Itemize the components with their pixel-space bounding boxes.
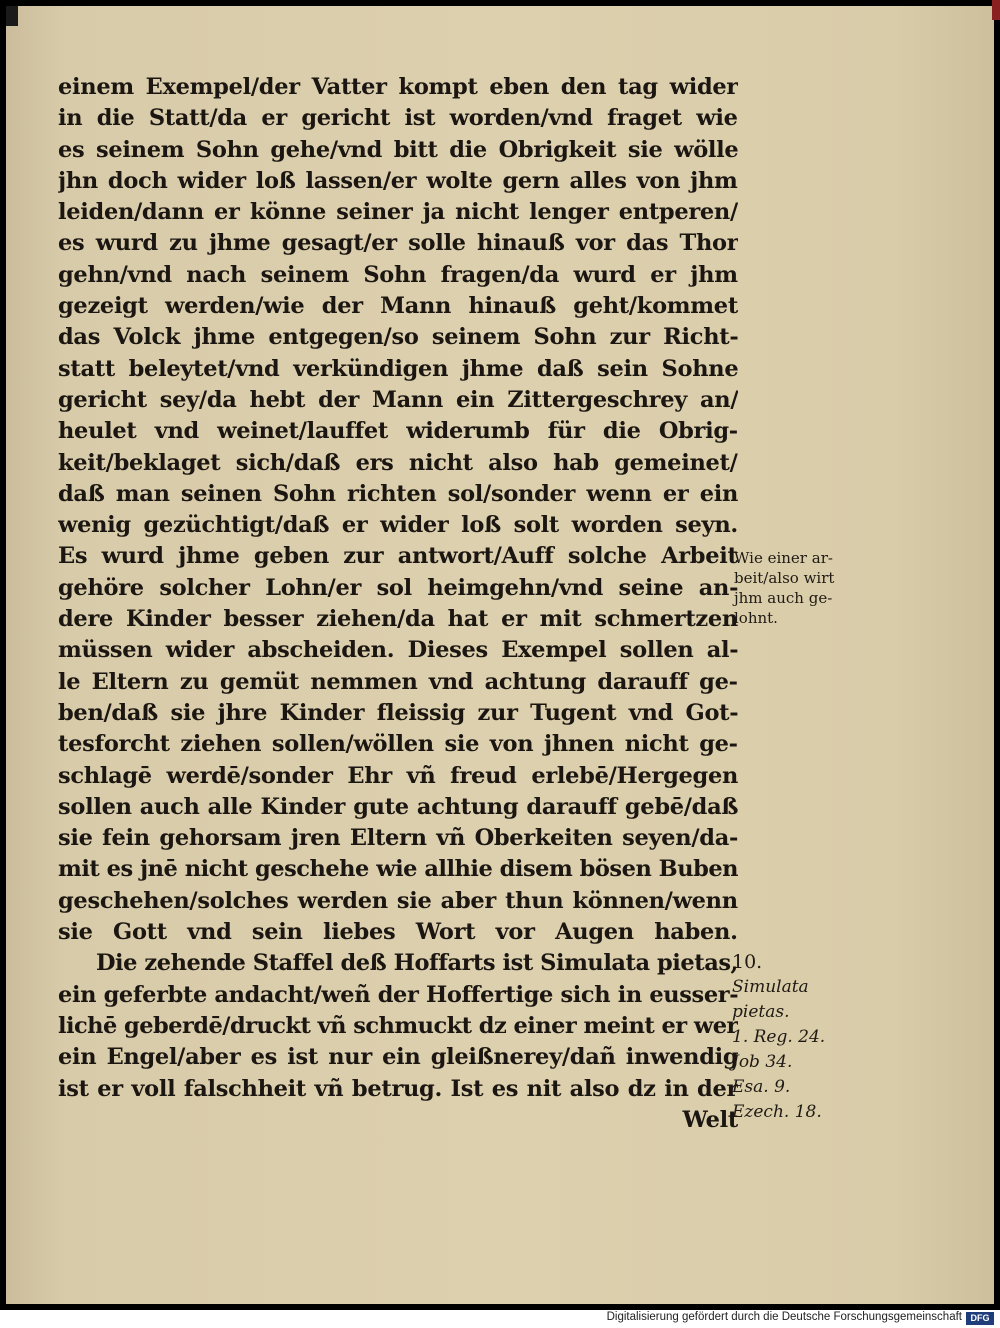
text-line: in die Statt/da er gericht ist worden/vnd fraget wie — [58, 105, 738, 132]
dfg-logo-icon: DFG — [966, 1312, 994, 1325]
margin-note-reward — [734, 548, 864, 628]
margin-note-line: Wie einer ar- — [734, 549, 833, 567]
margin-note-simulata — [732, 950, 862, 1125]
text-line: wenig gezüchtigt/daß er wider loß solt worden seyn. — [58, 512, 738, 539]
margin-note-line: Job 34. — [732, 1052, 793, 1072]
text-line: le Eltern zu gemüt nemmen vnd achtung darauff ge- — [58, 668, 738, 695]
text-line: es seinem Sohn gehe/vnd bitt die Obrigkeit sie wölle — [58, 136, 738, 163]
text-line: schlagē werdē/sonder Ehr vñ freud erlebē/Hergegen — [58, 762, 738, 789]
text-line: keit/beklaget sich/daß ers nicht also hab gemeinet/ — [58, 449, 738, 476]
catchword: Welt — [682, 1106, 738, 1133]
margin-note-line: Esa. 9. — [732, 1077, 791, 1097]
text-line: ein geferbte andacht/weñ der Hoffertige sich in eusser- — [58, 981, 738, 1008]
text-line: sie Gott vnd sein liebes Wort vor Augen haben. — [58, 919, 738, 946]
text-line: Die zehende Staffel deß Hoffarts ist Simulata pietas, — [96, 950, 738, 977]
text-line: daß man seinen Sohn richten sol/sonder wenn er ein — [58, 480, 738, 507]
text-line: gezeigt werden/wie der Mann hinauß geht/kommet — [58, 293, 738, 320]
text-line: geschehen/solches werden sie aber thun können/wenn — [58, 887, 738, 914]
text-line: das Volck jhme entgegen/so seinem Sohn zur Richt- — [58, 324, 738, 351]
funding-credit: Digitalisierung gefördert durch die Deutsche Forschungsgemeinschaft — [606, 1311, 962, 1323]
text-line: heulet vnd weinet/lauffet widerumb für die Obrig- — [58, 418, 738, 445]
margin-note-line: beit/also wirt — [734, 569, 835, 587]
text-line: es wurd zu jhme gesagt/er solle hinauß vor das Thor — [58, 230, 738, 257]
margin-note-line: Ezech. 18. — [732, 1102, 822, 1122]
text-line: gehn/vnd nach seinem Sohn fragen/da wurd er jhm — [58, 261, 738, 288]
margin-note-line: pietas. — [732, 1002, 790, 1022]
margin-note-line: lohnt. — [734, 609, 778, 627]
margin-note-line: jhm auch ge- — [734, 589, 833, 607]
footer-bar — [0, 1310, 1000, 1328]
margin-note-number: 10. — [732, 951, 763, 973]
text-line: mit es jnē nicht geschehe wie allhie disem bösen Buben — [58, 856, 738, 883]
main-text-block — [58, 72, 738, 1136]
text-line: Es wurd jhme geben zur antwort/Auff solche Arbeit — [58, 543, 738, 570]
text-line: statt beleytet/vnd verkündigen jhme daß sein Sohne — [58, 355, 738, 382]
margin-note-line: Simulata — [732, 977, 809, 997]
text-line: einem Exempel/der Vatter kompt eben den tag wider — [58, 74, 738, 100]
page-corner-mark — [992, 0, 1000, 20]
text-line: sollen auch alle Kinder gute achtung darauff gebē/daß — [58, 793, 738, 820]
text-line: ein Engel/aber es ist nur ein gleißnerey/dañ inwendig — [58, 1044, 738, 1071]
text-line: gericht sey/da hebt der Mann ein Zittergeschrey an/ — [58, 386, 738, 413]
text-line: dere Kinder besser ziehen/da hat er mit schmertzen — [58, 606, 738, 633]
text-line: müssen wider abscheiden. Dieses Exempel sollen al- — [58, 637, 738, 664]
text-line: lichē geberdē/druckt vñ schmuckt dz einer meint er wer — [58, 1012, 738, 1039]
text-line: gehöre solcher Lohn/er sol heimgehn/vnd seine an- — [58, 574, 738, 601]
text-line: leiden/dann er könne seiner ja nicht lenger entperen/ — [58, 199, 738, 226]
page-corner-shadow — [6, 6, 18, 26]
text-line: tesforcht ziehen sollen/wöllen sie von jhnen nicht ge- — [58, 731, 738, 758]
text-line: jhn doch wider loß lassen/er wolte gern alles von jhm — [58, 167, 738, 194]
margin-note-line: 1. Reg. 24. — [732, 1027, 826, 1047]
text-line: ben/daß sie jhre Kinder fleissig zur Tugent vnd Got- — [58, 699, 738, 726]
text-line: sie fein gehorsam jren Eltern vñ Oberkeiten seyen/da- — [58, 825, 738, 852]
text-line: ist er voll falschheit vñ betrug. Ist es nit also dz in der — [58, 1075, 738, 1102]
